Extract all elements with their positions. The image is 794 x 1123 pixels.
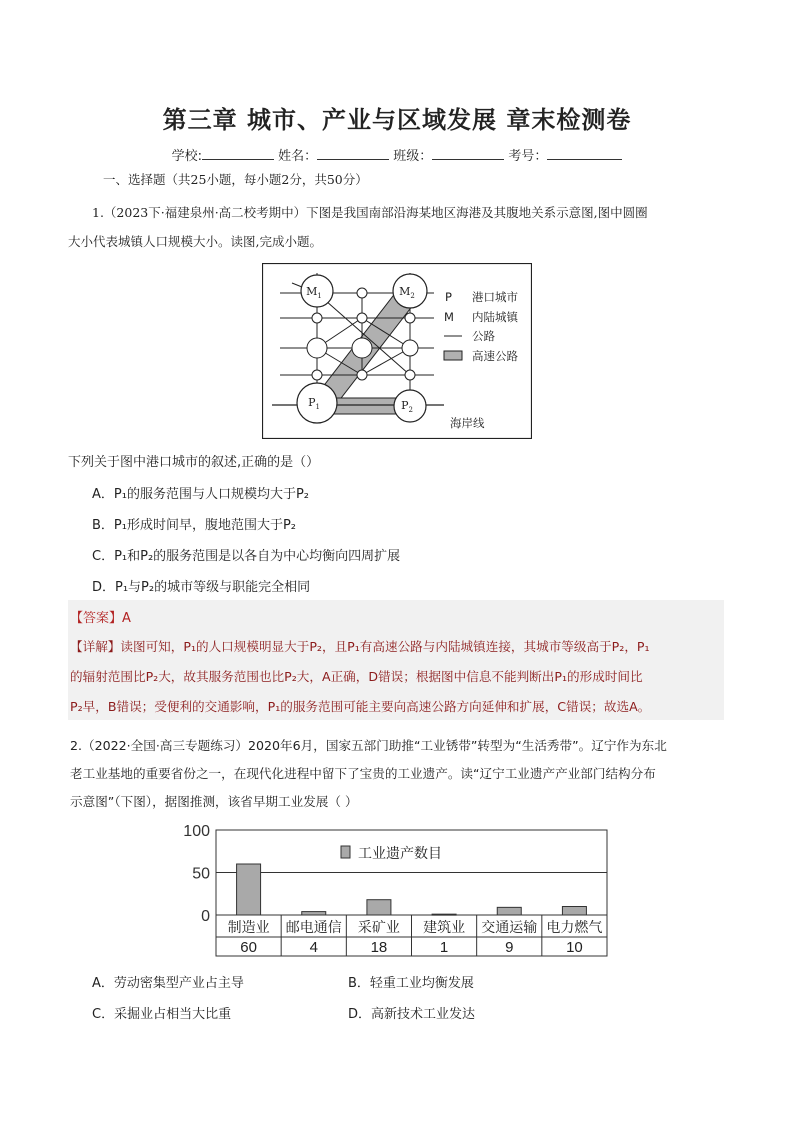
bar-0 <box>237 864 261 915</box>
industrial-heritage-chart <box>170 820 615 960</box>
legend-highway-text: 高速公路 <box>472 349 518 363</box>
value-label: 4 <box>309 939 318 956</box>
q1-answer: 【答案】A <box>70 611 131 626</box>
value-label: 18 <box>370 939 388 956</box>
p1-label: $P_1$ <box>308 396 320 411</box>
q1-line-2: 大小代表城镇人口规模大小。读图,完成小题。 <box>68 234 322 249</box>
m1-label: $M_1$ <box>306 285 322 300</box>
legend-road-text: 公路 <box>472 329 495 343</box>
value-label: 10 <box>566 939 583 956</box>
q2-option-c[interactable]: C．采掘业占相当大比重 <box>92 1007 232 1022</box>
category-label: 电力燃气 <box>546 920 603 936</box>
explanation-line-2: 的辐射范围比P₂大，故其服务范围也比P₂大，A正确，D错误；根据图中信息不能判断出P₁的形成时间比 <box>70 669 643 684</box>
number-label: 考号： <box>508 149 548 164</box>
q1-option-b[interactable]: B．P₁形成时间早，腹地范围大于P₂ <box>92 518 297 533</box>
q1-stem: 下列关于图中港口城市的叙述,正确的是（） <box>68 455 320 470</box>
bar-2 <box>367 900 391 915</box>
legend-m-text: 内陆城镇 <box>472 310 518 324</box>
bar-4 <box>497 907 521 915</box>
q2-option-d[interactable]: D．高新技术工业发达 <box>348 1007 476 1022</box>
q2-line-1: 2.（2022·全国·高三专题练习）2020年6月，国家五部门助推“工业锈带”转型为“生活秀带”。辽宁作为东北 <box>70 738 667 753</box>
q1-line-1: 1.（2023下·福建泉州·高二校考期中）下图是我国南部沿海某地区海港及其腹地关系示意图,图中圆圈 <box>92 205 648 220</box>
legend-m-letter: M <box>444 310 454 324</box>
q1-option-a[interactable]: A．P₁的服务范围与人口规模均大于P₂ <box>92 487 309 502</box>
class-label: 班级： <box>393 149 433 164</box>
category-label: 交通运输 <box>481 920 538 936</box>
name-blank[interactable] <box>317 147 389 160</box>
value-label: 60 <box>240 939 257 956</box>
coastline-label: 海岸线 <box>450 416 485 430</box>
category-label: 建筑业 <box>423 920 466 936</box>
q1-option-c[interactable]: C．P₁和P₂的服务范围是以各自为中心均衡向四周扩展 <box>92 549 401 564</box>
chart-legend-swatch <box>341 846 350 858</box>
section-heading: 一、选择题（共25小题，每小题2分，共50分） <box>103 172 368 187</box>
value-label: 9 <box>505 939 514 956</box>
school-blank[interactable] <box>202 147 274 160</box>
explanation-line-1: 【详解】读图可知，P₁的人口规模明显大于P₂，且P₁有高速公路与内陆城镇连接，其城市等级高于P₂，P₁ <box>70 639 650 654</box>
q1-option-d[interactable]: D．P₁与P₂的城市等级与职能完全相同 <box>92 580 311 595</box>
m2-label: $M_2$ <box>399 285 415 300</box>
school-label: 学校: <box>171 149 202 164</box>
y-tick-label: 50 <box>192 865 210 883</box>
y-tick-label: 0 <box>201 908 210 925</box>
category-label: 制造业 <box>227 920 270 936</box>
q1-explanation <box>70 632 726 722</box>
legend-p-text: 港口城市 <box>472 290 518 304</box>
student-info-line <box>0 145 794 164</box>
value-label: 1 <box>439 939 449 956</box>
category-label: 采矿业 <box>357 920 400 936</box>
legend-highway-swatch <box>444 351 462 360</box>
port-hinterland-diagram <box>262 263 532 439</box>
q2-line-2: 老工业基地的重要省份之一，在现代化进程中留下了宝贵的工业遗产。读“辽宁工业遗产产业部门结构分布 <box>70 766 656 781</box>
number-blank[interactable] <box>547 147 622 160</box>
bar-5 <box>562 907 586 916</box>
chart-legend-label: 工业遗产数目 <box>358 846 442 862</box>
q2-option-a[interactable]: A．劳动密集型产业占主导 <box>92 976 244 991</box>
legend-p-letter: P <box>445 290 452 304</box>
q2-line-3: 示意图”（下图），据图推测，该省早期工业发展（ ） <box>70 794 358 809</box>
category-label: 邮电通信 <box>285 920 342 936</box>
q2-text <box>70 732 667 816</box>
bar-3 <box>432 914 456 915</box>
name-label: 姓名： <box>278 149 318 164</box>
y-tick-label: 100 <box>183 823 210 840</box>
bar-1 <box>302 912 326 915</box>
page-title: 第三章 城市、产业与区域发展 章末检测卷 <box>162 106 632 134</box>
explanation-line-3: P₂早，B错误；受便利的交通影响，P₁的服务范围可能主要向高速公路方向延伸和扩展，C错误；故选A。 <box>70 699 651 714</box>
q2-option-b[interactable]: B．轻重工业均衡发展 <box>348 976 474 991</box>
class-blank[interactable] <box>432 147 504 160</box>
p2-label: $P_2$ <box>401 399 413 414</box>
